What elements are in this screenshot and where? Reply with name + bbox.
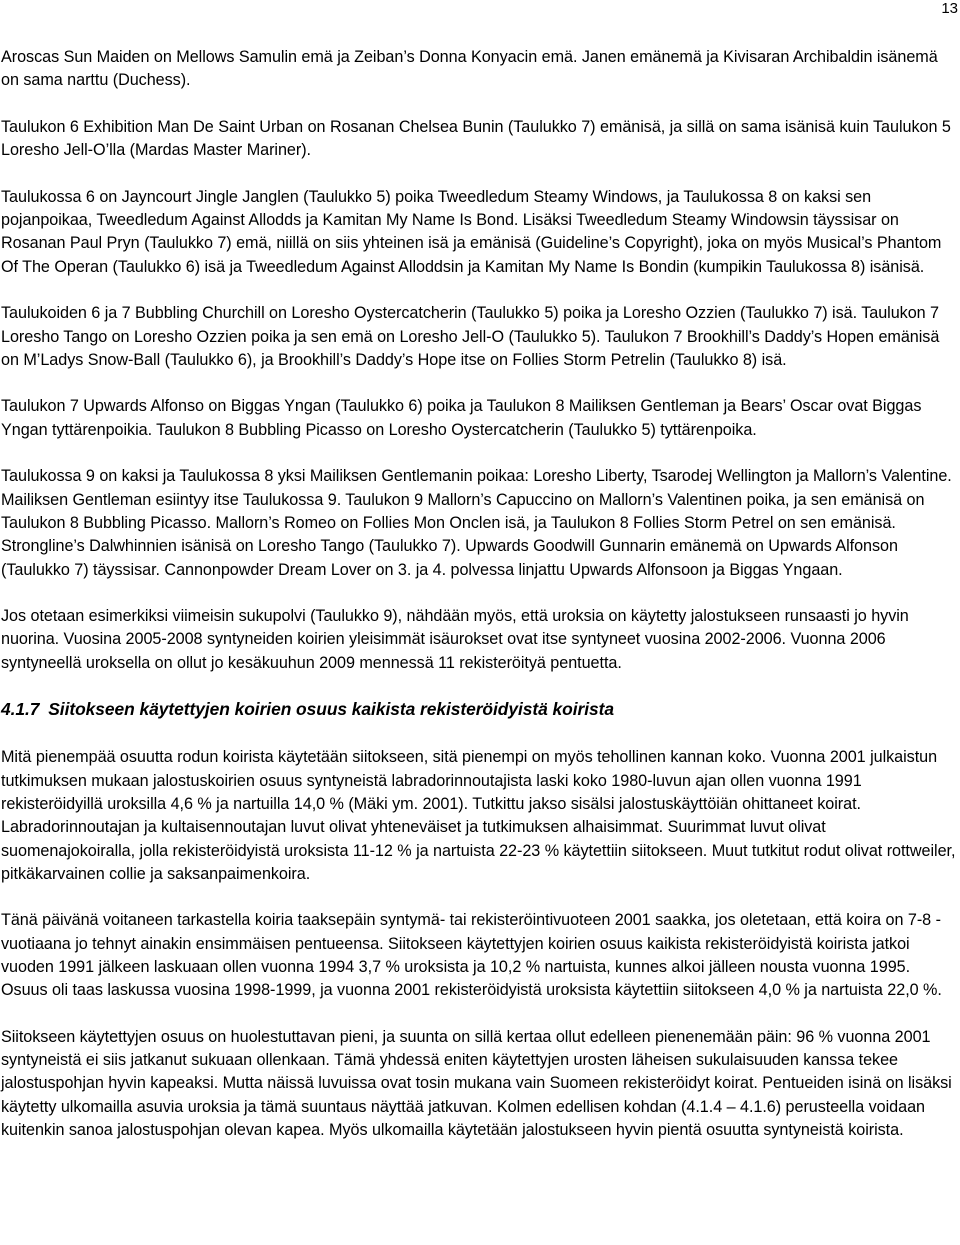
paragraph-upwards-alfonso: Taulukon 7 Upwards Alfonso on Biggas Yngan (Taulukko 6) poika ja Taulukon 8 Mailiksen Gentleman ja Bears’ Oscar ovat Biggas Yngan tyttärenpoikia. Taulukon 8 Bubbling Picasso on Loresho Oystercatcherin (Taulukko 5) tyttärenpoika.	[1, 397, 922, 439]
paragraph-narrow-base: Siitokseen käytettyjen osuus on huolestuttavan pieni, ja suunta on sillä kertaa ollut edelleen pienenemään päin: 96 % vuonna 2001 syntyneistä ei siis jatkanut sukuaan ollenkaan. Tämä yhdessä eniten käytettyjen urosten läheisen sukulaisuuden kanssa tekee jalostuspohjan hyvin kapeaksi. Mutta näissä luvuissa ovat tosin mukana vain Suomeen rekisteröidyt koirat. Pentueiden isinä on lisäksi käytetty ulkomailla asuvia uroksia ja tämä suuntaus näyttää jatkuvan. Kolmen edellisen kohdan (4.1.4 – 4.1.6) perusteella voidaan kuitenkin sanoa jalostuspohjan olevan kapea. Myös ulkomailla käytetään jalostukseen hyvin pientä osuutta syntyneistä koirista.	[1, 1027, 952, 1140]
section-number: 4.1.7	[1, 699, 40, 720]
paragraph-breeding-share: Mitä pienempää osuutta rodun koirista käytetään siitokseen, sitä pienempi on myös tehollinen kannan koko. Vuonna 2001 julkaistun tutkimuksen mukaan jalostuskoirien osuus syntyneistä labradorinnoutajista laski koko 1980-luvun ajan ollen vuonna 1991 rekisteröidyillä uroksilla 4,6 % ja nartuilla 14,0 % (Mäki ym. 2001). Tutkittu jakso sisälsi jalostuskäyttöiän ohittaneet koirat. Labradorinnoutajan ja kultaisennoutajan luvut olivat yhteneväiset ja tutkimuksen alhaisimmat. Suurimmat luvut olivat suomenajokoiralla, jolla rekisteröidyistä uroksista 11-12 % ja nartuista 22-23 % käytettiin siitokseen. Muut tutkitut rodut olivat rottweiler, pitkäkarvainen collie ja saksanpaimenkoira.	[1, 748, 956, 883]
paragraph-latest-generation: Jos otetaan esimerkiksi viimeisin sukupolvi (Taulukko 9), nähdään myös, että uroksia on käytetty jalostukseen runsaasti jo hyvin nuorina. Vuosina 2005-2008 syntyneiden koirien yleisimmät isäurokset ovat itse syntyneet vuosina 2002-2006. Vuonna 2006 syntyneellä uroksella on ollut jo kesäkuuhun 2009 mennessä 11 rekisteröityä pentuetta.	[1, 607, 909, 672]
page-number: 13	[941, 0, 958, 17]
section-title: Siitokseen käytettyjen koirien osuus kaikista rekisteröidyistä koirista	[48, 699, 614, 720]
document-body	[1, 46, 957, 1166]
paragraph-steamy-windows: Taulukossa 6 on Jayncourt Jingle Janglen (Taulukko 5) poika Tweedledum Steamy Windows, ja Taulukossa 8 on kaksi sen pojanpoikaa, Tweedledum Against Allodds ja Kamitan My Name Is Bond. Lisäksi Tweedledum Steamy Windowsin täyssisar on Rosanan Paul Pryn (Taulukko 7) emä, niillä on siis yhteinen isä ja emänisä (Guideline’s Copyright), joka on myös Musical’s Phantom Of The Operan (Taulukko 6) isä ja Tweedledum Against Alloddsin ja Kamitan My Name Is Bondin (kumpikin Taulukossa 8) isänisä.	[1, 187, 942, 276]
paragraph-registration-year: Tänä päivänä voitaneen tarkastella koiria taaksepäin syntymä- tai rekisteröintivuoteen 2001 saakka, jos oletetaan, että koira on 7-8 -vuotiaana jo tehnyt ainakin ensimmäisen pentueensa. Siitokseen käytettyjen koirien osuus kaikista rekisteröidyistä koirista jatkoi vuoden 1991 jälkeen laskuaan ollen vuonna 1994 3,7 % uroksista ja 10,2 % nartuista, kunnes alkoi jälleen nousta vuonna 1995. Osuus oli taas laskussa vuosina 1998-1999, ja vuonna 2001 rekisteröidyistä uroksista käytettiin siitokseen 4,0 % ja nartuista 22,0 %.	[1, 911, 942, 1000]
section-heading	[1, 698, 957, 720]
paragraph-bubbling-churchill: Taulukoiden 6 ja 7 Bubbling Churchill on Loresho Oystercatcherin (Taulukko 5) poika ja Loresho Ozzien (Taulukko 7) isä. Taulukon 7 Loresho Tango on Loresho Ozzien poika ja sen emä on Loresho Jell-O (Taulukko 5). Taulukon 7 Brookhill’s Daddy’s Hopen emänisä on M’Ladys Snow-Ball (Taulukko 6), ja Brookhill’s Daddy’s Hope itse on Follies Storm Petrelin (Taulukko 8) isä.	[1, 304, 940, 369]
paragraph-mailiksen-gentleman: Taulukossa 9 on kaksi ja Taulukossa 8 yksi Mailiksen Gentlemanin poikaa: Loresho Liberty, Tsarodej Wellington ja Mallorn’s Valentine. Mailiksen Gentleman esiintyy itse Taulukossa 9. Taulukon 9 Mallorn’s Capuccino on Mallorn’s Valentinen poika, ja sen emänisä on Taulukon 8 Bubbling Picasso. Mallorn’s Romeo on Follies Mon Onclen isä, ja Taulukon 8 Follies Storm Petrel on sen emänisä. Strongline’s Dalwhinnien isänisä on Loresho Tango (Taulukko 7). Upwards Goodwill Gunnarin emänemä on Upwards Alfonson (Taulukko 7) täyssisar. Cannonpowder Dream Lover on 3. ja 4. polvessa linjattu Upwards Alfonsoon ja Biggas Yngaan.	[1, 467, 952, 579]
paragraph-aroscas: Aroscas Sun Maiden on Mellows Samulin emä ja Zeiban’s Donna Konyacin emä. Janen emänemä ja Kivisaran Archibaldin isänemä on sama narttu (Duchess).	[1, 48, 938, 90]
paragraph-exhibition-man: Taulukon 6 Exhibition Man De Saint Urban on Rosanan Chelsea Bunin (Taulukko 7) emänisä, ja sillä on sama isänisä kuin Taulukon 5 Loresho Jell-O’lla (Mardas Master Mariner).	[1, 117, 951, 160]
